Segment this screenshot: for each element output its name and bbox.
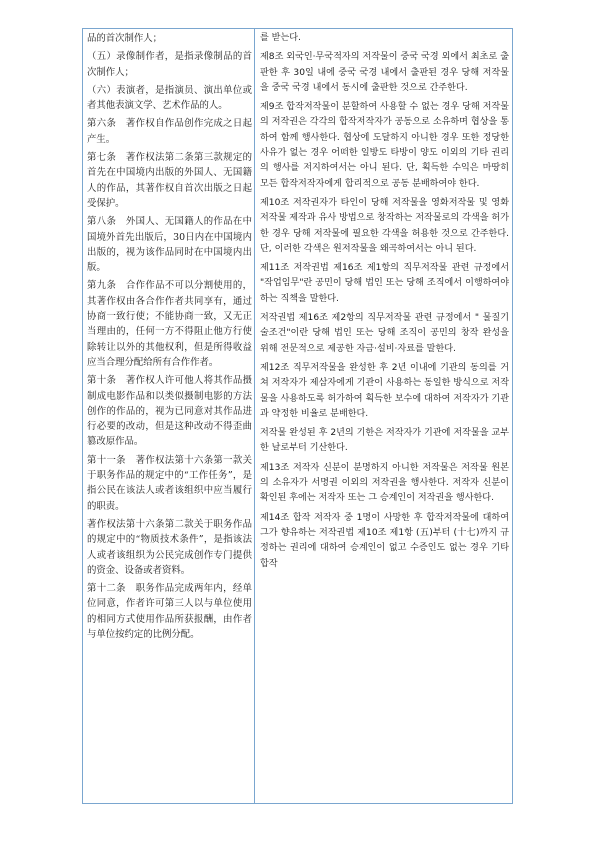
zh-paragraph-7: 第十条 著作权人许可他人将其作品摄制成电影作品和以类似摄制电影的方法创作的作品的，视为已同意对其作品进行必要的改动，但是这种改动不得歪曲篡改原作品。 [87, 375, 252, 448]
zh-paragraph-10: 第十二条 职务作品完成两年内，经单位同意，作者许可第三人以与单位使用的相同方式使用作品所获报酬，由作者与单位按约定的比例分配。 [87, 583, 252, 640]
ko-paragraph-9: 제14조 합작 저작자 중 1명이 사망한 후 합작저작물에 대하여 그가 향유하는 저작권법 제10조 제1항 (五)부터 (十七)까지 규정하는 권리에 대하여 승계인이 없고 수증인도 없는 경우 기타 합작 [260, 512, 509, 569]
zh-paragraph-1: （五）录像制作者，是指录像制品的首次制作人； [87, 51, 252, 78]
ko-paragraph-0: 를 받는다. [260, 33, 301, 43]
zh-paragraph-8: 第十一条 著作权法第十六条第一款关于职务作品的规定中的“工作任务”，是指公民在该法人或者该组织中应当履行的职责。 [87, 454, 252, 512]
zh-paragraph-5: 第八条 外国人、无国籍人的作品在中国境外首先出版后，30日内在中国境内出版的，视为该作品同时在中国境内出版。 [87, 216, 252, 274]
bilingual-table [82, 28, 513, 804]
zh-paragraph-6: 第九条 合作作品不可以分割使用的，其著作权由各合作作者共同享有，通过协商一致行使；不能协商一致，又无正当理由的，任何一方不得阻止他方行使除转让以外的其他权利，但是所得收益应当合理分配给所有合作作者。 [87, 280, 252, 368]
ko-paragraph-6: 제12조 직무저작물을 완성한 후 2년 이내에 기관의 동의를 거쳐 저작자가 제삼자에게 기관이 사용하는 동일한 방식으로 저작물을 사용하도록 허가하여 획득한 보수에 대하여 저작자가 기관과 약정한 비율로 분배한다. [260, 362, 509, 419]
ko-paragraph-5: 저작권법 제16조 제2항의 직무저작물 관련 규정에서 " 물질기술조건"이란 당해 법인 또는 당해 조직이 공민의 창작 완성을 위해 전문적으로 제공한 자금·설비·자료를 말한다. [260, 313, 509, 354]
ko-paragraph-8: 제13조 저작자 신분이 분명하지 아니한 저작물은 저작물 원본의 소유자가 서명권 이외의 저작권을 행사한다. 저작자 신분이 확인된 후에는 저작자 또는 그 승계인이 저작권을 행사한다. [260, 462, 509, 504]
chinese-column [83, 29, 255, 803]
ko-paragraph-7: 저작물 완성된 후 2년의 기한은 저작자가 기관에 저작물을 교부한 날로부터 기산한다. [260, 428, 509, 454]
zh-paragraph-4: 第七条 著作权法第二条第三款规定的首先在中国境内出版的外国人、无国籍人的作品，其著作权自首次出版之日起受保护。 [87, 152, 252, 209]
ko-paragraph-2: 제9조 합작저작물이 분할하여 사용할 수 없는 경우 당해 저작물의 저작권은 각각의 합작저작자가 공동으로 소유하며 협상을 통하여 함께 행사한다. 협상에 도달하지 아니한 경우 또한 정당한 사유가 없는 경우 어떠한 일방도 타방이 양도 이외의 기타 권리의 행사를 저지하여서는 아니 된다. 단, 획득한 수익은 마땅히 모든 합작저작자에게 합리적으로 공동 분배하여야 한다. [260, 102, 509, 189]
ko-paragraph-1: 제8조 외국인·무국적자의 저작물이 중국 국경 외에서 최초로 출판한 후 30일 내에 중국 국경 내에서 출판된 경우 당해 저작물을 중국 국경 내에서 동시에 출판한 것으로 간주한다. [260, 52, 509, 93]
zh-paragraph-9: 著作权法第十六条第二款关于职务作品的规定中的“物质技术条件”，是指该法人或者该组织为公民完成创作专门提供的资金、设备或者资料。 [87, 518, 252, 576]
ko-paragraph-4: 제11조 저작권법 제16조 제1항의 직무저작물 관련 규정에서 "작업임무"란 공민이 당해 법인 또는 당해 조직에서 이행하여야 하는 직책을 말한다. [260, 263, 509, 304]
zh-paragraph-0: 品的首次制作人； [87, 33, 163, 44]
ko-paragraph-3: 제10조 저작권자가 타인이 당해 저작물을 영화저작물 및 영화저작물 제작과 유사 방법으로 창작하는 저작물로의 각색을 허가한 경우 당해 저작물에 필요한 각색을 허용한 것으로 간주한다. 단, 이러한 각색은 원저작물을 왜곡하여서는 아니 된다. [260, 197, 509, 254]
zh-paragraph-2: （六）表演者，是指演员、演出单位或者其他表演文学、艺术作品的人。 [87, 84, 252, 112]
korean-column [255, 29, 512, 803]
zh-paragraph-3: 第六条 著作权自作品创作完成之日起产生。 [87, 118, 252, 145]
